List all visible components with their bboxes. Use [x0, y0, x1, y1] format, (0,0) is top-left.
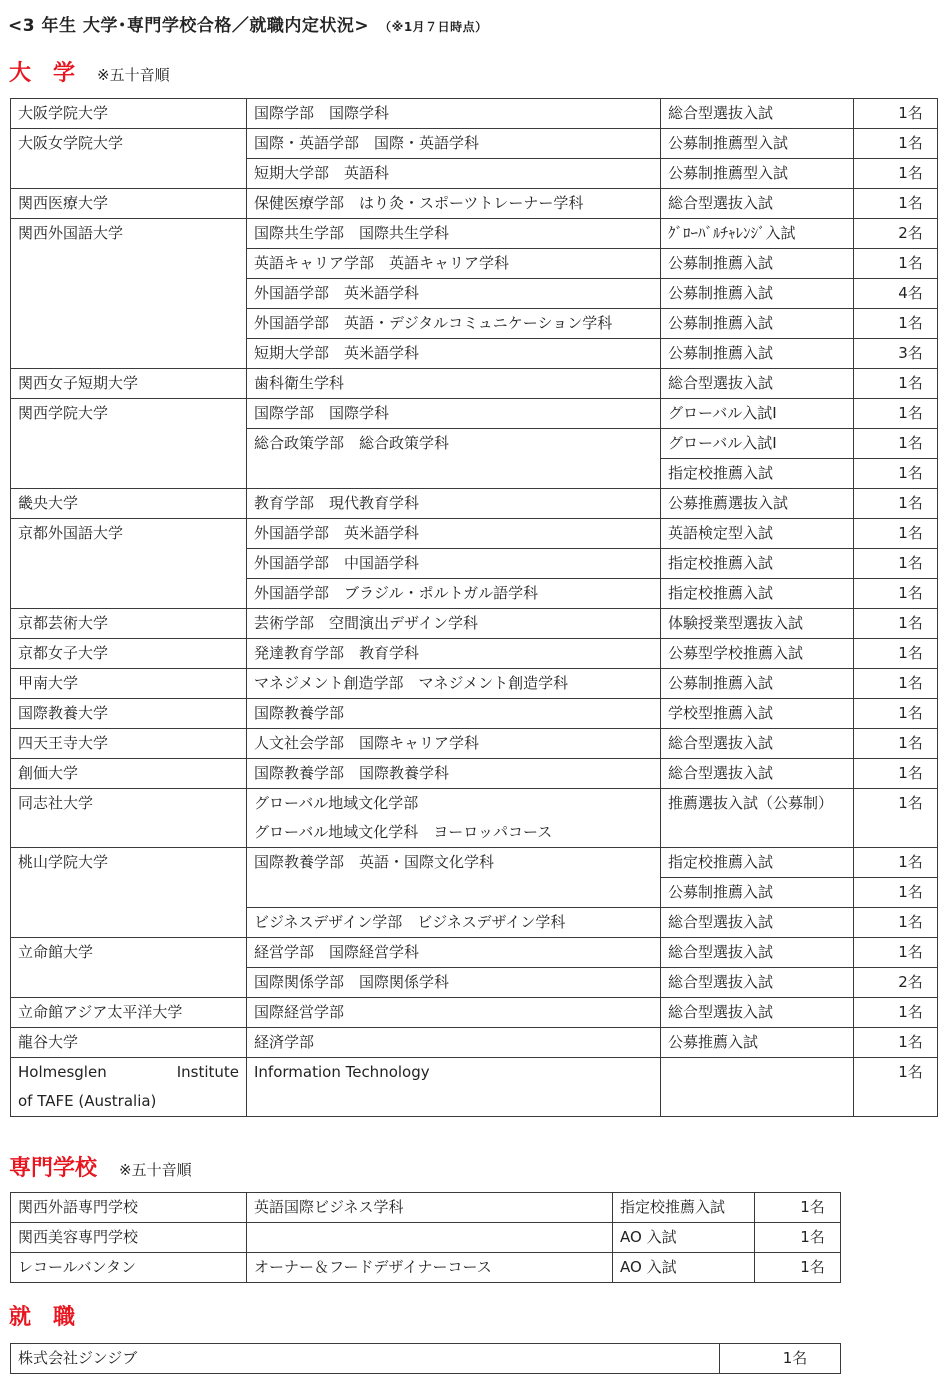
- table-row: [11, 699, 938, 729]
- dept-cell: 歯科衛生学科: [247, 369, 661, 399]
- count-cell: 1名: [854, 309, 938, 339]
- school-cell: 京都外国語大学: [11, 519, 247, 609]
- page-title: [8, 11, 488, 36]
- school-cell: 関西学院大学: [11, 399, 247, 489]
- vocational-table: [10, 1192, 841, 1283]
- university-heading-text: 大 学: [9, 61, 76, 86]
- count-cell: 3名: [854, 339, 938, 369]
- school-cell: 龍谷大学: [11, 1028, 247, 1058]
- date-note: （※1月７日時点）: [379, 20, 488, 34]
- count-cell: 1名: [854, 938, 938, 968]
- school-line: of TAFE (Australia): [18, 1092, 157, 1110]
- exam-cell: 公募推薦入試: [661, 1028, 854, 1058]
- dept-cell: 国際学部 国際学科: [247, 399, 661, 429]
- exam-cell: 公募制推薦入試: [661, 669, 854, 699]
- count-cell: 1名: [755, 1193, 841, 1223]
- dept-cell: 国際学部 国際学科: [247, 99, 661, 129]
- school-cell: 関西外語専門学校: [11, 1193, 247, 1223]
- exam-cell: AO 入試: [613, 1253, 755, 1283]
- exam-cell: 総合型選抜入試: [661, 369, 854, 399]
- table-row: [11, 1193, 841, 1223]
- school-cell: レコールバンタン: [11, 1253, 247, 1283]
- university-order-note: ※五十音順: [97, 66, 170, 84]
- table-row: [11, 1223, 841, 1253]
- table-row: [11, 489, 938, 519]
- exam-cell: 指定校推薦入試: [661, 579, 854, 609]
- table-row: [11, 789, 938, 848]
- count-cell: 1名: [854, 1058, 938, 1117]
- count-cell: 1名: [854, 609, 938, 639]
- exam-cell: [661, 1058, 854, 1117]
- count-cell: 1名: [854, 489, 938, 519]
- dept-cell: ビジネスデザイン学部 ビジネスデザイン学科: [247, 908, 661, 938]
- count-cell: 1名: [854, 848, 938, 878]
- count-cell: 1名: [854, 399, 938, 429]
- table-row: [11, 998, 938, 1028]
- school-cell: 京都芸術大学: [11, 609, 247, 639]
- vocational-order-note: ※五十音順: [119, 1161, 192, 1179]
- exam-cell: 総合型選抜入試: [661, 938, 854, 968]
- count-cell: 2名: [854, 968, 938, 998]
- dept-cell: 外国語学部 英米語学科: [247, 519, 661, 549]
- exam-cell: 指定校推薦入試: [661, 459, 854, 489]
- dept-cell: Information Technology: [247, 1058, 661, 1117]
- count-cell: 1名: [854, 459, 938, 489]
- count-cell: 1名: [854, 669, 938, 699]
- university-table: [10, 98, 938, 1117]
- dept-cell: 国際教養学部 英語・国際文化学科: [247, 848, 661, 908]
- count-cell: 1名: [854, 908, 938, 938]
- dept-cell: 教育学部 現代教育学科: [247, 489, 661, 519]
- count-cell: 1名: [720, 1344, 841, 1374]
- exam-cell: 総合型選抜入試: [661, 189, 854, 219]
- school-cell: 関西美容専門学校: [11, 1223, 247, 1253]
- count-cell: 1名: [854, 99, 938, 129]
- vocational-heading: [9, 1151, 192, 1182]
- dept-cell: 外国語学部 中国語学科: [247, 549, 661, 579]
- dept-cell: 経済学部: [247, 1028, 661, 1058]
- school-cell: 京都女子大学: [11, 639, 247, 669]
- dept-cell: 国際経営学部: [247, 998, 661, 1028]
- table-row: [11, 848, 938, 878]
- school-cell: 大阪女学院大学: [11, 129, 247, 189]
- exam-cell: 公募型学校推薦入試: [661, 639, 854, 669]
- exam-cell: グローバル入試Ⅰ: [661, 399, 854, 429]
- school-cell: 関西医療大学: [11, 189, 247, 219]
- exam-cell: AO 入試: [613, 1223, 755, 1253]
- employment-heading-text: 就 職: [9, 1305, 76, 1330]
- count-cell: 1名: [854, 429, 938, 459]
- vocational-heading-text: 専門学校: [9, 1156, 98, 1181]
- school-cell: [11, 1058, 247, 1117]
- table-row: [11, 1253, 841, 1283]
- table-row: [11, 938, 938, 968]
- count-cell: 1名: [854, 759, 938, 789]
- count-cell: 1名: [854, 369, 938, 399]
- school-cell: 立命館アジア太平洋大学: [11, 998, 247, 1028]
- dept-cell: 国際・英語学部 国際・英語学科: [247, 129, 661, 159]
- dept-cell: 短期大学部 英米語学科: [247, 339, 661, 369]
- school-cell: 立命館大学: [11, 938, 247, 998]
- dept-cell: 短期大学部 英語科: [247, 159, 661, 189]
- dept-cell: オーナー＆フードデザイナーコース: [247, 1253, 613, 1283]
- count-cell: 1名: [854, 998, 938, 1028]
- dept-line: グローバル地域文化学部: [254, 794, 419, 812]
- table-row: [11, 1058, 938, 1117]
- university-heading: [9, 56, 170, 87]
- count-cell: 1名: [755, 1253, 841, 1283]
- count-cell: 1名: [854, 1028, 938, 1058]
- count-cell: 1名: [854, 159, 938, 189]
- table-row: [11, 759, 938, 789]
- employment-heading: [9, 1300, 75, 1331]
- count-cell: 1名: [854, 519, 938, 549]
- dept-cell: [247, 1223, 613, 1253]
- table-row: [11, 609, 938, 639]
- dept-cell: 英語国際ビジネス学科: [247, 1193, 613, 1223]
- school-cell: 同志社大学: [11, 789, 247, 848]
- school-cell: 創価大学: [11, 759, 247, 789]
- exam-cell: 公募制推薦入試: [661, 279, 854, 309]
- exam-cell: 公募制推薦入試: [661, 249, 854, 279]
- dept-cell: 国際教養学部 国際教養学科: [247, 759, 661, 789]
- dept-cell: マネジメント創造学部 マネジメント創造学科: [247, 669, 661, 699]
- count-cell: 1名: [854, 789, 938, 848]
- exam-cell: 体験授業型選抜入試: [661, 609, 854, 639]
- count-cell: 1名: [854, 729, 938, 759]
- table-row: [11, 519, 938, 549]
- table-row: [11, 639, 938, 669]
- exam-cell: 指定校推薦入試: [661, 549, 854, 579]
- exam-cell: 英語検定型入試: [661, 519, 854, 549]
- exam-cell: 公募推薦選抜入試: [661, 489, 854, 519]
- school-cell: 大阪学院大学: [11, 99, 247, 129]
- school-cell: 関西女子短期大学: [11, 369, 247, 399]
- exam-cell: 総合型選抜入試: [661, 998, 854, 1028]
- school-line: Holmesglen Institute: [18, 1063, 239, 1081]
- employment-table: [10, 1343, 841, 1374]
- exam-cell: 総合型選抜入試: [661, 968, 854, 998]
- exam-cell: ｸﾞﾛｰﾊﾞﾙﾁｬﾚﾝｼﾞ入試: [661, 219, 854, 249]
- table-row: [11, 219, 938, 249]
- dept-line: グローバル地域文化学科 ヨーロッパコース: [254, 823, 553, 841]
- dept-cell: 経営学部 国際経営学科: [247, 938, 661, 968]
- count-cell: 1名: [854, 639, 938, 669]
- table-row: [11, 399, 938, 429]
- table-row: [11, 129, 938, 159]
- exam-cell: 指定校推薦入試: [661, 848, 854, 878]
- count-cell: 1名: [755, 1223, 841, 1253]
- dept-cell: 外国語学部 英語・デジタルコミュニケーション学科: [247, 309, 661, 339]
- exam-cell: 指定校推薦入試: [613, 1193, 755, 1223]
- exam-cell: 公募制推薦型入試: [661, 159, 854, 189]
- exam-cell: 総合型選抜入試: [661, 759, 854, 789]
- page-title-text: <3 年生 大学･専門学校合格／就職内定状況>: [8, 16, 370, 36]
- exam-cell: 推薦選抜入試（公募制）: [661, 789, 854, 848]
- exam-cell: 総合型選抜入試: [661, 908, 854, 938]
- dept-cell: 人文社会学部 国際キャリア学科: [247, 729, 661, 759]
- school-cell: 四天王寺大学: [11, 729, 247, 759]
- exam-cell: 公募制推薦型入試: [661, 129, 854, 159]
- dept-cell: 国際共生学部 国際共生学科: [247, 219, 661, 249]
- school-cell: 畿央大学: [11, 489, 247, 519]
- table-row: [11, 669, 938, 699]
- dept-cell: 総合政策学部 総合政策学科: [247, 429, 661, 489]
- count-cell: 1名: [854, 579, 938, 609]
- school-cell: 甲南大学: [11, 669, 247, 699]
- company-cell: 株式会社ジンジブ: [11, 1344, 720, 1374]
- exam-cell: 総合型選抜入試: [661, 729, 854, 759]
- school-cell: 国際教養大学: [11, 699, 247, 729]
- dept-cell: 英語キャリア学部 英語キャリア学科: [247, 249, 661, 279]
- table-row: [11, 369, 938, 399]
- exam-cell: 公募制推薦入試: [661, 878, 854, 908]
- table-row: [11, 729, 938, 759]
- dept-cell: 外国語学部 英米語学科: [247, 279, 661, 309]
- table-row: [11, 1028, 938, 1058]
- dept-cell: 発達教育学部 教育学科: [247, 639, 661, 669]
- dept-cell: 芸術学部 空間演出デザイン学科: [247, 609, 661, 639]
- table-row: [11, 1344, 841, 1374]
- count-cell: 2名: [854, 219, 938, 249]
- exam-cell: 学校型推薦入試: [661, 699, 854, 729]
- exam-cell: 総合型選抜入試: [661, 99, 854, 129]
- count-cell: 4名: [854, 279, 938, 309]
- dept-cell: [247, 789, 661, 848]
- count-cell: 1名: [854, 699, 938, 729]
- dept-cell: 国際教養学部: [247, 699, 661, 729]
- count-cell: 1名: [854, 549, 938, 579]
- school-cell: 関西外国語大学: [11, 219, 247, 369]
- count-cell: 1名: [854, 189, 938, 219]
- dept-cell: 保健医療学部 はり灸・スポーツトレーナー学科: [247, 189, 661, 219]
- count-cell: 1名: [854, 249, 938, 279]
- exam-cell: 公募制推薦入試: [661, 309, 854, 339]
- table-row: [11, 189, 938, 219]
- table-row: [11, 99, 938, 129]
- dept-cell: 外国語学部 ブラジル・ポルトガル語学科: [247, 579, 661, 609]
- count-cell: 1名: [854, 878, 938, 908]
- count-cell: 1名: [854, 129, 938, 159]
- school-cell: 桃山学院大学: [11, 848, 247, 938]
- exam-cell: 公募制推薦入試: [661, 339, 854, 369]
- dept-cell: 国際関係学部 国際関係学科: [247, 968, 661, 998]
- exam-cell: グローバル入試Ⅰ: [661, 429, 854, 459]
